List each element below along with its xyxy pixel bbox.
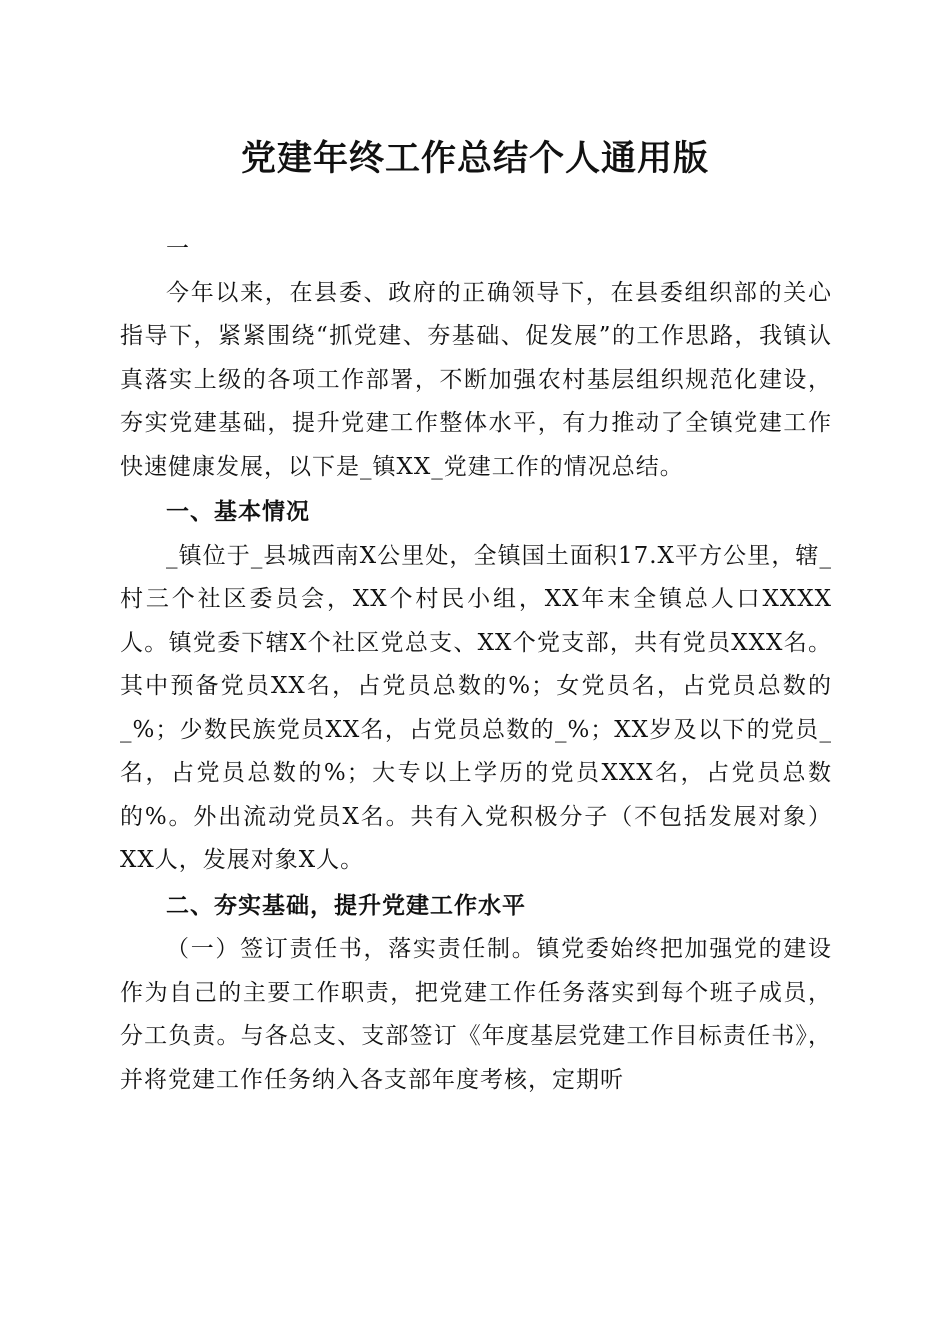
intro-paragraph: 今年以来，在县委、政府的正确领导下，在县委组织部的关心指导下，紧紧围绕“抓党建、夯基础、促发展”的工作思路，我镇认真落实上级的各项工作部署，不断加强农村基层组织规范化建设，夯实党建基础，提升党建工作整体水平，有力推动了全镇党建工作快速健康发展，以下是_镇XX_党建工作的情况总结。 bbox=[120, 279, 832, 480]
section-heading-basic-info: 一、基本情况 bbox=[166, 499, 310, 525]
section-marker: 一 bbox=[166, 236, 190, 262]
document-title: 党建年终工作总结个人通用版 bbox=[240, 138, 709, 179]
responsibility-paragraph: （一）签订责任书，落实责任制。镇党委始终把加强党的建设作为自己的主要工作职责，把党建工作任务落实到每个班子成员，分工负责。与各总支、支部签订《年度基层党建工作目标责任书》，并将党建工作任务纳入各支部年度考核，定期听 bbox=[120, 936, 832, 1093]
section-heading-foundation: 二、夯实基础，提升党建工作水平 bbox=[166, 892, 526, 919]
basic-info-paragraph: _镇位于_县城西南X公里处，全镇国土面积17.X平方公里，辖_村三个社区委员会，XX个村民小组，XX年末全镇总人口XXXX人。镇党委下辖X个社区党总支、XX个党支部，共有党员XXX名。其中预备党员XX名，占党员总数的%；女党员名，占党员总数的_%；少数民族党员XX名，占党员总数的_%；XX岁及以下的党员_名，占党员总数的%；大专以上学历的党员XXX名，占党员总数的%。外出流动党员X名。共有入党积极分子（不包括发展对象）XX人，发展对象X人。 bbox=[120, 542, 832, 873]
document-body bbox=[120, 228, 832, 1102]
